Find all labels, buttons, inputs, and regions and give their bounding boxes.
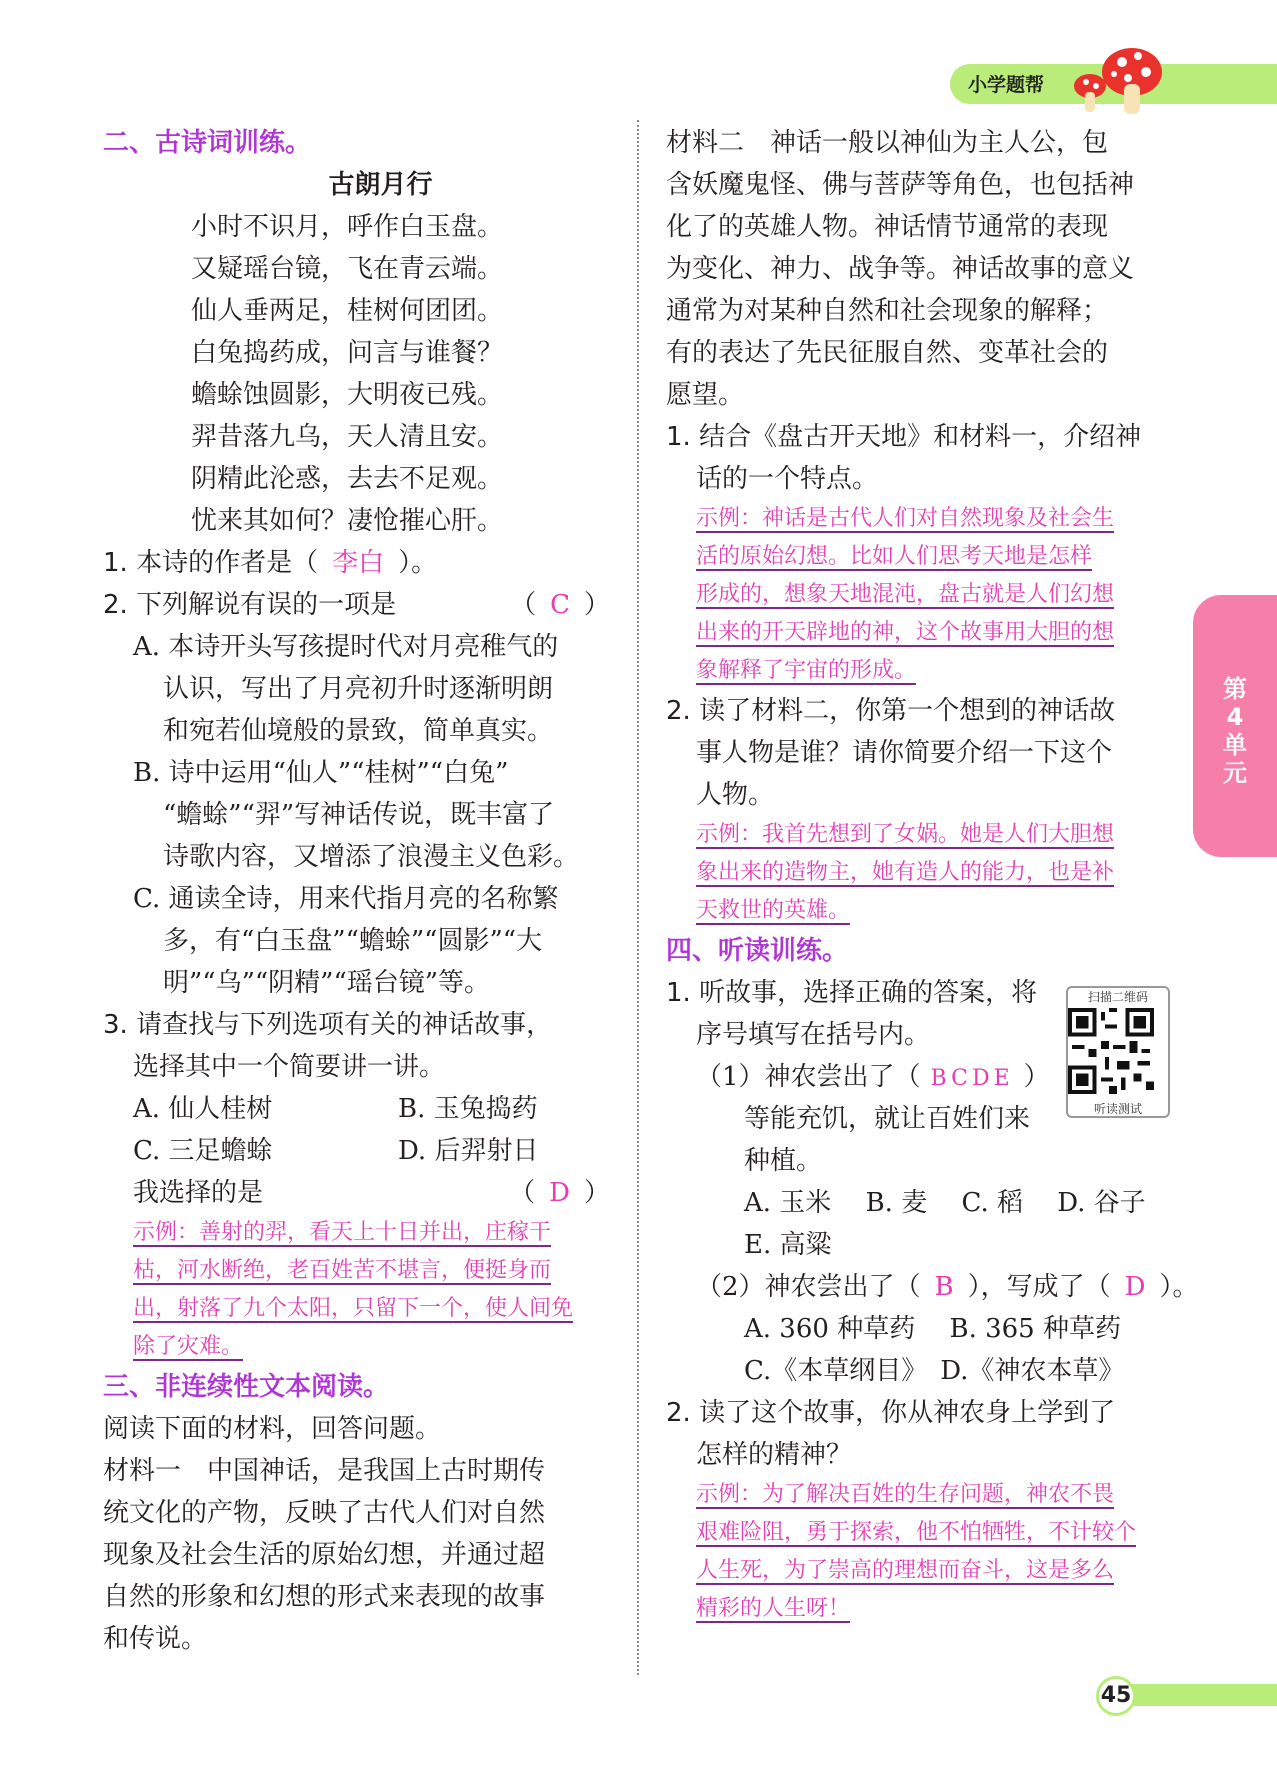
question-line: 人物。 xyxy=(696,780,775,810)
poem-line: 又疑瑶台镜，飞在青云端。 xyxy=(191,254,504,284)
question-line: 选择其中一个简要讲一讲。 xyxy=(133,1052,446,1082)
material-1-line: 材料一 中国神话，是我国上古时期传 xyxy=(103,1456,546,1486)
poem-line: 小时不识月，呼作白玉盘。 xyxy=(191,212,504,242)
option-line: B. 诗中运用“仙人”“桂树”“白兔” xyxy=(133,758,509,788)
example-answer: 天救世的英雄。 xyxy=(696,898,851,923)
sub-question-2 xyxy=(666,1266,1199,1308)
paren-open: （ xyxy=(510,590,537,620)
example-answer: 象解释了宇宙的形成。 xyxy=(696,658,917,683)
example-answer: 示例：我首先想到了女娲。她是人们大胆想 xyxy=(696,822,1115,847)
choice-label: 我选择的是 xyxy=(133,1178,264,1208)
section-title: 四、听读训练。 xyxy=(666,936,849,966)
example-answer: 除了灾难。 xyxy=(133,1334,244,1359)
example-answer: 示例：为了解决百姓的生存问题，神农不畏 xyxy=(696,1482,1115,1507)
poem-body xyxy=(103,206,618,542)
option: B. 玉兔捣药 xyxy=(398,1094,538,1124)
question-line: 怎样的精神？ xyxy=(696,1440,853,1470)
question-line: 1. 结合《盘古开天地》和材料一，介绍神 xyxy=(666,422,1142,452)
question-line: 2. 读了这个故事，你从神农身上学到了 xyxy=(666,1398,1116,1428)
option: C. 三足蟾蜍 xyxy=(133,1136,273,1166)
brand-label: 小学题帮 xyxy=(968,74,1045,96)
unit-tab-char: 元 xyxy=(1223,759,1247,787)
question-text: ）。 xyxy=(1159,1272,1199,1302)
poem-line: 仙人垂两足，桂树何团团。 xyxy=(191,296,504,326)
poem-title: 古朗月行 xyxy=(328,170,433,200)
footer-bar xyxy=(1120,1684,1277,1706)
option-line: 明”“乌”“阴精”“瑶台镜”等。 xyxy=(163,968,491,998)
question-line: 话的一个特点。 xyxy=(696,464,879,494)
option-line: 诗歌内容，又增添了浪漫主义色彩。 xyxy=(163,842,580,872)
answer-paren xyxy=(510,584,618,626)
unit-tab-char: 第 xyxy=(1223,675,1247,703)
question-line: 1. 听故事，选择正确的答案，将 xyxy=(666,978,1038,1008)
qr-caption-top: 扫描二维码 xyxy=(1087,990,1148,1004)
material-1-line: 和传说。 xyxy=(103,1624,208,1654)
example-answer: 活的原始幻想。比如人们思考天地是怎样 xyxy=(696,544,1093,569)
unit-tab-char: 4 xyxy=(1226,703,1244,731)
page-number: 45 xyxy=(1096,1676,1136,1716)
material-2-line: 为变化、神力、战争等。神话故事的意义 xyxy=(666,254,1135,284)
left-column xyxy=(103,122,618,1660)
material-1-line: 自然的形象和幻想的形式来表现的故事 xyxy=(103,1582,546,1612)
question-text: 1. 本诗的作者是（ xyxy=(103,548,319,578)
column-divider xyxy=(637,120,639,1675)
material-2-line: 通常为对某种自然和社会现象的解释； xyxy=(666,296,1109,326)
option-row: A. 360 种草药 B. 365 种草药 xyxy=(744,1314,1121,1344)
example-answer: 示例：善射的羿，看天上十日并出，庄稼干 xyxy=(133,1220,552,1245)
instruction: 阅读下面的材料，回答问题。 xyxy=(103,1414,442,1444)
poem-line: 阴精此沦惑，去去不足观。 xyxy=(191,464,504,494)
material-2-line: 材料二 神话一般以神仙为主人公，包 xyxy=(666,128,1109,158)
choice-line xyxy=(103,1172,618,1214)
question-text: ），写成了（ xyxy=(967,1272,1111,1302)
question-2 xyxy=(103,584,618,626)
answer-text: B xyxy=(934,1272,954,1302)
question-line: 等能充饥，就让百姓们来 xyxy=(744,1104,1031,1134)
material-1-line: 现象及社会生活的原始幻想，并通过超 xyxy=(103,1540,546,1570)
option: A. 仙人桂树 xyxy=(133,1094,273,1124)
poem-line: 白兔捣药成，问言与谁餐？ xyxy=(191,338,504,368)
question-text: 2. 下列解说有误的一项是 xyxy=(103,590,397,620)
question-text: （2）神农尝出了（ xyxy=(696,1272,921,1302)
option-row xyxy=(103,1088,618,1130)
option-row: E. 高粱 xyxy=(744,1230,832,1260)
paren-close: ） xyxy=(583,590,610,620)
option-line: A. 本诗开头写孩提时代对月亮稚气的 xyxy=(133,632,559,662)
question-text: ） xyxy=(1023,1062,1050,1092)
option-line: 多，有“白玉盘”“蟾蜍”“圆影”“大 xyxy=(163,926,543,956)
example-answer: 精彩的人生呀！ xyxy=(696,1596,851,1621)
option-row: A. 玉米 B. 麦 C. 稻 D. 谷子 xyxy=(744,1188,1146,1218)
option-line: C. 通读全诗，用来代指月亮的名称繁 xyxy=(133,884,559,914)
example-answer: 形成的，想象天地混沌，盘古就是人们幻想 xyxy=(696,582,1115,607)
question-1 xyxy=(103,542,618,584)
poem-line: 忧来其如何？凄怆摧心肝。 xyxy=(191,506,504,536)
option: D. 后羿射日 xyxy=(398,1136,539,1166)
question-text: ）。 xyxy=(398,548,438,578)
material-2-line: 含妖魔鬼怪、佛与菩萨等角色，也包括神 xyxy=(666,170,1135,200)
example-answer: 象出来的造物主，她有造人的能力，也是补 xyxy=(696,860,1115,885)
material-1-line: 统文化的产物，反映了古代人们对自然 xyxy=(103,1498,546,1528)
answer-text: BCDE xyxy=(930,1066,1014,1091)
option-line: 认识，写出了月亮初升时逐渐明朗 xyxy=(163,674,554,704)
answer-text: D xyxy=(1124,1272,1146,1302)
option-line: “蟾蜍”“羿”写神话传说，既丰富了 xyxy=(163,800,555,830)
question-line: 序号填写在括号内。 xyxy=(696,1020,931,1050)
qr-code-icon xyxy=(1068,1008,1154,1094)
paren-open: （ xyxy=(509,1178,536,1208)
right-column xyxy=(666,122,1199,1628)
section-title: 二、古诗词训练。 xyxy=(103,128,312,158)
unit-tab xyxy=(1193,595,1277,857)
unit-tab-char: 单 xyxy=(1223,731,1247,759)
qr-code[interactable] xyxy=(1066,986,1170,1118)
answer-text: C xyxy=(550,590,570,620)
example-answer: 示例：神话是古代人们对自然现象及社会生 xyxy=(696,506,1115,531)
question-line: 事人物是谁？请你简要介绍一下这个 xyxy=(696,738,1113,768)
example-answer: 出，射落了九个太阳，只留下一个，使人间免 xyxy=(133,1296,574,1321)
question-line: 2. 读了材料二，你第一个想到的神话故 xyxy=(666,696,1116,726)
material-2-line: 愿望。 xyxy=(666,380,745,410)
answer-text: 李白 xyxy=(332,548,385,578)
example-answer: 人生死，为了崇高的理想而奋斗，这是多么 xyxy=(696,1558,1115,1583)
material-2-line: 化了的英雄人物。神话情节通常的表现 xyxy=(666,212,1109,242)
question-3: 3. 请查找与下列选项有关的神话故事， xyxy=(103,1010,553,1040)
paren-close: ） xyxy=(583,1178,610,1208)
poem-line: 羿昔落九乌，天人清且安。 xyxy=(191,422,504,452)
mushroom-icon xyxy=(1070,44,1170,116)
example-answer: 枯，河水断绝，老百姓苦不堪言，便挺身而 xyxy=(133,1258,552,1283)
qr-caption-bottom: 听读测试 xyxy=(1093,1102,1142,1116)
answer-text: D xyxy=(549,1178,570,1208)
example-answer: 艰难险阻，勇于探索，他不怕牺牲，不计较个 xyxy=(696,1520,1137,1545)
option-row xyxy=(103,1130,618,1172)
poem-line: 蟾蜍蚀圆影，大明夜已残。 xyxy=(191,380,504,410)
example-answer: 出来的开天辟地的神，这个故事用大胆的想 xyxy=(696,620,1115,645)
option-row: C.《本草纲目》 D.《神农本草》 xyxy=(744,1356,1125,1386)
question-text: （1）神农尝出了（ xyxy=(696,1062,921,1092)
answer-paren xyxy=(509,1172,618,1214)
section-title: 三、非连续性文本阅读。 xyxy=(103,1372,390,1402)
option-line: 和宛若仙境般的景致，简单真实。 xyxy=(163,716,554,746)
question-line: 种植。 xyxy=(744,1146,823,1176)
material-2-line: 有的表达了先民征服自然、变革社会的 xyxy=(666,338,1109,368)
